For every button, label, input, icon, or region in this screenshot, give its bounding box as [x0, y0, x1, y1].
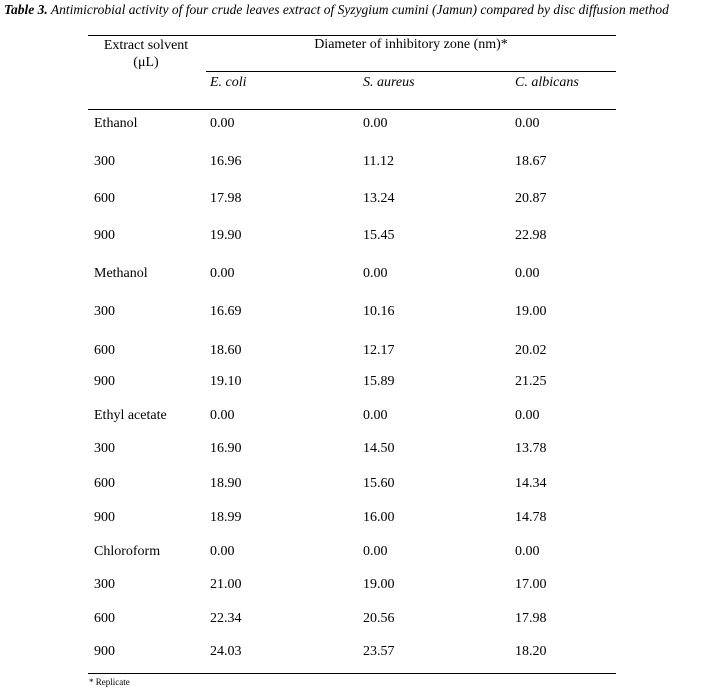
cell-ecoli: 19.10 — [210, 374, 242, 389]
cell-ecoli: 19.90 — [210, 228, 242, 243]
cell-calbicans: 20.02 — [515, 343, 547, 358]
cell-saureus: 11.12 — [363, 154, 394, 169]
header-subrule — [206, 71, 616, 72]
row-label: Ethanol — [94, 116, 138, 131]
row-label: 600 — [94, 343, 115, 358]
cell-ecoli: 0.00 — [210, 408, 235, 423]
cell-calbicans: 0.00 — [515, 266, 540, 281]
cell-saureus: 0.00 — [363, 116, 388, 131]
cell-saureus: 20.56 — [363, 611, 395, 626]
cell-ecoli: 18.60 — [210, 343, 242, 358]
cell-saureus: 13.24 — [363, 191, 395, 206]
cell-saureus: 16.00 — [363, 510, 395, 525]
cell-ecoli: 22.34 — [210, 611, 242, 626]
cell-calbicans: 22.98 — [515, 228, 547, 243]
cell-ecoli: 21.00 — [210, 577, 242, 592]
cell-saureus: 19.00 — [363, 577, 395, 592]
row-label: Ethyl acetate — [94, 408, 167, 423]
cell-ecoli: 16.69 — [210, 304, 242, 319]
cell-calbicans: 0.00 — [515, 408, 540, 423]
cell-calbicans: 20.87 — [515, 191, 547, 206]
header-organism-saureus: S. aureus — [363, 75, 415, 90]
cell-ecoli: 16.90 — [210, 441, 242, 456]
cell-saureus: 14.50 — [363, 441, 395, 456]
cell-saureus: 0.00 — [363, 544, 388, 559]
table-caption-text: Antimicrobial activity of four crude leaves extract of Syzygium cumini (Jamun) compared by disc diffusion method — [50, 2, 669, 17]
cell-calbicans: 19.00 — [515, 304, 547, 319]
cell-ecoli: 18.99 — [210, 510, 242, 525]
cell-ecoli: 17.98 — [210, 191, 242, 206]
table-caption — [4, 2, 669, 18]
cell-ecoli: 24.03 — [210, 644, 242, 659]
cell-saureus: 23.57 — [363, 644, 395, 659]
cell-saureus: 15.60 — [363, 476, 395, 491]
header-extract-solvent-line1: Extract solvent — [103, 38, 189, 53]
cell-saureus: 0.00 — [363, 266, 388, 281]
cell-calbicans: 14.34 — [515, 476, 547, 491]
table-caption-label: Table 3. — [4, 2, 48, 17]
cell-calbicans: 21.25 — [515, 374, 547, 389]
cell-saureus: 15.45 — [363, 228, 395, 243]
cell-calbicans: 13.78 — [515, 441, 547, 456]
row-label: 900 — [94, 644, 115, 659]
table-top-rule — [88, 35, 616, 36]
cell-saureus: 10.16 — [363, 304, 395, 319]
cell-ecoli: 16.96 — [210, 154, 242, 169]
row-label: 900 — [94, 374, 115, 389]
cell-calbicans: 18.20 — [515, 644, 547, 659]
cell-ecoli: 0.00 — [210, 116, 235, 131]
cell-ecoli: 18.90 — [210, 476, 242, 491]
header-inhibitory-zone: Diameter of inhibitory zone (nm)* — [314, 37, 508, 52]
row-label: 600 — [94, 191, 115, 206]
cell-saureus: 0.00 — [363, 408, 388, 423]
row-label: 600 — [94, 476, 115, 491]
row-label: Chloroform — [94, 544, 161, 559]
header-extract-solvent — [88, 37, 204, 71]
cell-calbicans: 14.78 — [515, 510, 547, 525]
cell-saureus: 12.17 — [363, 343, 395, 358]
cell-calbicans: 17.00 — [515, 577, 547, 592]
header-organism-ecoli: E. coli — [210, 75, 247, 90]
row-label: 300 — [94, 441, 115, 456]
header-extract-solvent-unit: (μL) — [133, 55, 159, 70]
cell-calbicans: 0.00 — [515, 116, 540, 131]
cell-ecoli: 0.00 — [210, 544, 235, 559]
row-label: 300 — [94, 304, 115, 319]
header-organism-calbicans: C. albicans — [515, 75, 579, 90]
row-label: 900 — [94, 510, 115, 525]
table-footnote: * Replicate — [89, 677, 130, 687]
header-bottom-rule — [88, 109, 616, 110]
row-label: 600 — [94, 611, 115, 626]
cell-calbicans: 17.98 — [515, 611, 547, 626]
row-label: 300 — [94, 154, 115, 169]
cell-calbicans: 0.00 — [515, 544, 540, 559]
cell-calbicans: 18.67 — [515, 154, 547, 169]
row-label: Methanol — [94, 266, 148, 281]
row-label: 900 — [94, 228, 115, 243]
table-bottom-rule — [88, 673, 616, 674]
row-label: 300 — [94, 577, 115, 592]
cell-ecoli: 0.00 — [210, 266, 235, 281]
cell-saureus: 15.89 — [363, 374, 395, 389]
